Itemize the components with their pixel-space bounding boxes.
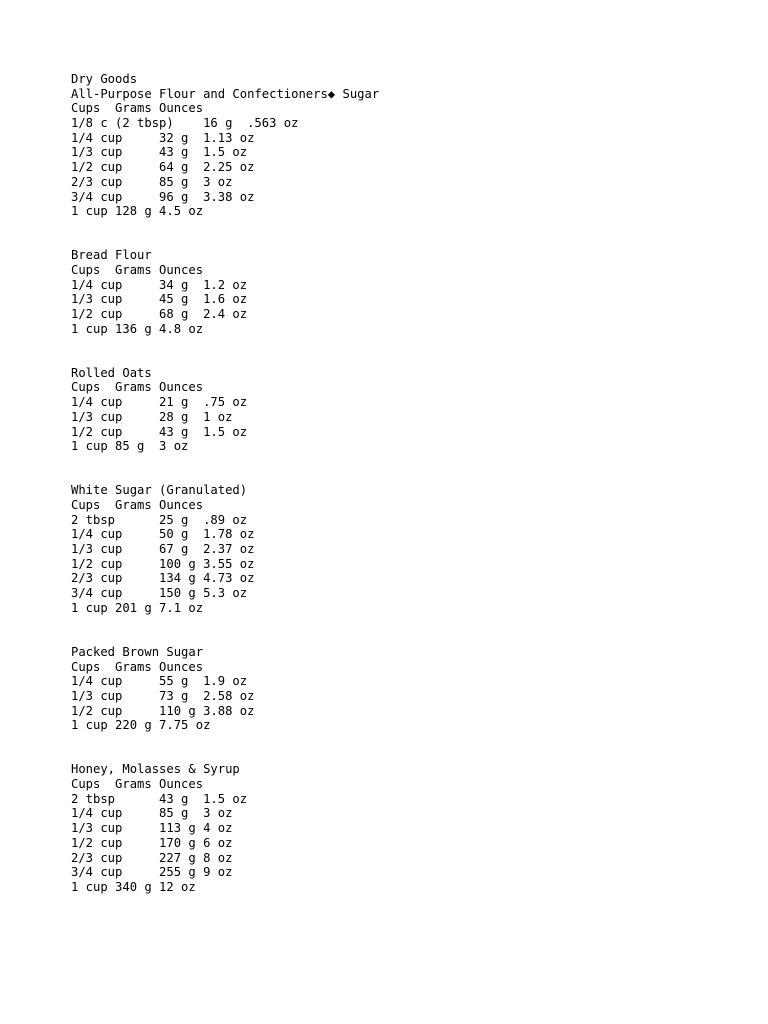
conversion-row: 1/4 cup 55 g 1.9 oz [71, 674, 248, 689]
conversion-row: 3/4 cup 150 g 5.3 oz [71, 586, 248, 601]
conversion-row: 1 cup 340 g 12 oz [71, 879, 196, 894]
section-title: Rolled Oats [71, 365, 152, 380]
sections-container [71, 87, 379, 895]
conversion-section [71, 483, 379, 615]
column-header-row: Cups Grams Ounces [71, 497, 204, 512]
conversion-section [71, 366, 379, 454]
conversion-row: 1/3 cup 113 g 4 oz [71, 821, 233, 836]
conversion-row: 1/3 cup 45 g 1.6 oz [71, 292, 248, 307]
conversion-row: 1/2 cup 64 g 2.25 oz [71, 160, 255, 175]
conversion-row: 1/3 cup 43 g 1.5 oz [71, 145, 248, 160]
conversion-row: 1 cup 220 g 7.75 oz [71, 718, 211, 733]
conversion-row: 1/4 cup 34 g 1.2 oz [71, 277, 248, 292]
document-body [71, 72, 379, 895]
conversion-row: 1/3 cup 73 g 2.58 oz [71, 688, 255, 703]
section-title: Packed Brown Sugar [71, 644, 204, 659]
conversion-section [71, 645, 379, 733]
conversion-row: 1/2 cup 100 g 3.55 oz [71, 556, 255, 571]
conversion-row: 2 tbsp 25 g .89 oz [71, 512, 248, 527]
conversion-row: 1 cup 201 g 7.1 oz [71, 600, 204, 615]
section-spacer [71, 219, 379, 248]
conversion-row: 1/4 cup 32 g 1.13 oz [71, 130, 255, 145]
conversion-section [71, 248, 379, 336]
conversion-row: 2 tbsp 43 g 1.5 oz [71, 791, 248, 806]
conversion-row: 1/8 c (2 tbsp) 16 g .563 oz [71, 116, 299, 131]
section-spacer [71, 454, 379, 483]
conversion-row: 2/3 cup 227 g 8 oz [71, 850, 233, 865]
section-spacer [71, 615, 379, 644]
section-spacer [71, 733, 379, 762]
column-header-row: Cups Grams Ounces [71, 101, 204, 116]
section-title: Honey, Molasses & Syrup [71, 762, 240, 777]
column-header-row: Cups Grams Ounces [71, 777, 204, 792]
section-spacer [71, 336, 379, 365]
column-header-row: Cups Grams Ounces [71, 380, 204, 395]
conversion-row: 1/2 cup 68 g 2.4 oz [71, 307, 248, 322]
conversion-row: 1/4 cup 21 g .75 oz [71, 395, 248, 410]
conversion-row: 2/3 cup 85 g 3 oz [71, 174, 233, 189]
conversion-row: 1/2 cup 110 g 3.88 oz [71, 703, 255, 718]
conversion-row: 1/2 cup 170 g 6 oz [71, 835, 233, 850]
conversion-row: 1 cup 85 g 3 oz [71, 439, 189, 454]
conversion-row: 2/3 cup 134 g 4.73 oz [71, 571, 255, 586]
conversion-row: 1 cup 128 g 4.5 oz [71, 204, 204, 219]
conversion-row: 1/4 cup 50 g 1.78 oz [71, 527, 255, 542]
conversion-row: 1/3 cup 67 g 2.37 oz [71, 542, 255, 557]
conversion-row: 1/2 cup 43 g 1.5 oz [71, 424, 248, 439]
conversion-row: 3/4 cup 255 g 9 oz [71, 865, 233, 880]
section-title: All-Purpose Flour and Confectioners◆ Sugar [71, 86, 380, 101]
document-heading: Dry Goods [71, 72, 138, 86]
conversion-row: 3/4 cup 96 g 3.38 oz [71, 189, 255, 204]
column-header-row: Cups Grams Ounces [71, 659, 204, 674]
conversion-row: 1 cup 136 g 4.8 oz [71, 321, 204, 336]
section-title: White Sugar (Granulated) [71, 483, 248, 498]
conversion-row: 1/4 cup 85 g 3 oz [71, 806, 233, 821]
conversion-section [71, 87, 379, 219]
conversion-row: 1/3 cup 28 g 1 oz [71, 409, 233, 424]
column-header-row: Cups Grams Ounces [71, 262, 204, 277]
conversion-section [71, 762, 379, 894]
section-title: Bread Flour [71, 248, 152, 263]
